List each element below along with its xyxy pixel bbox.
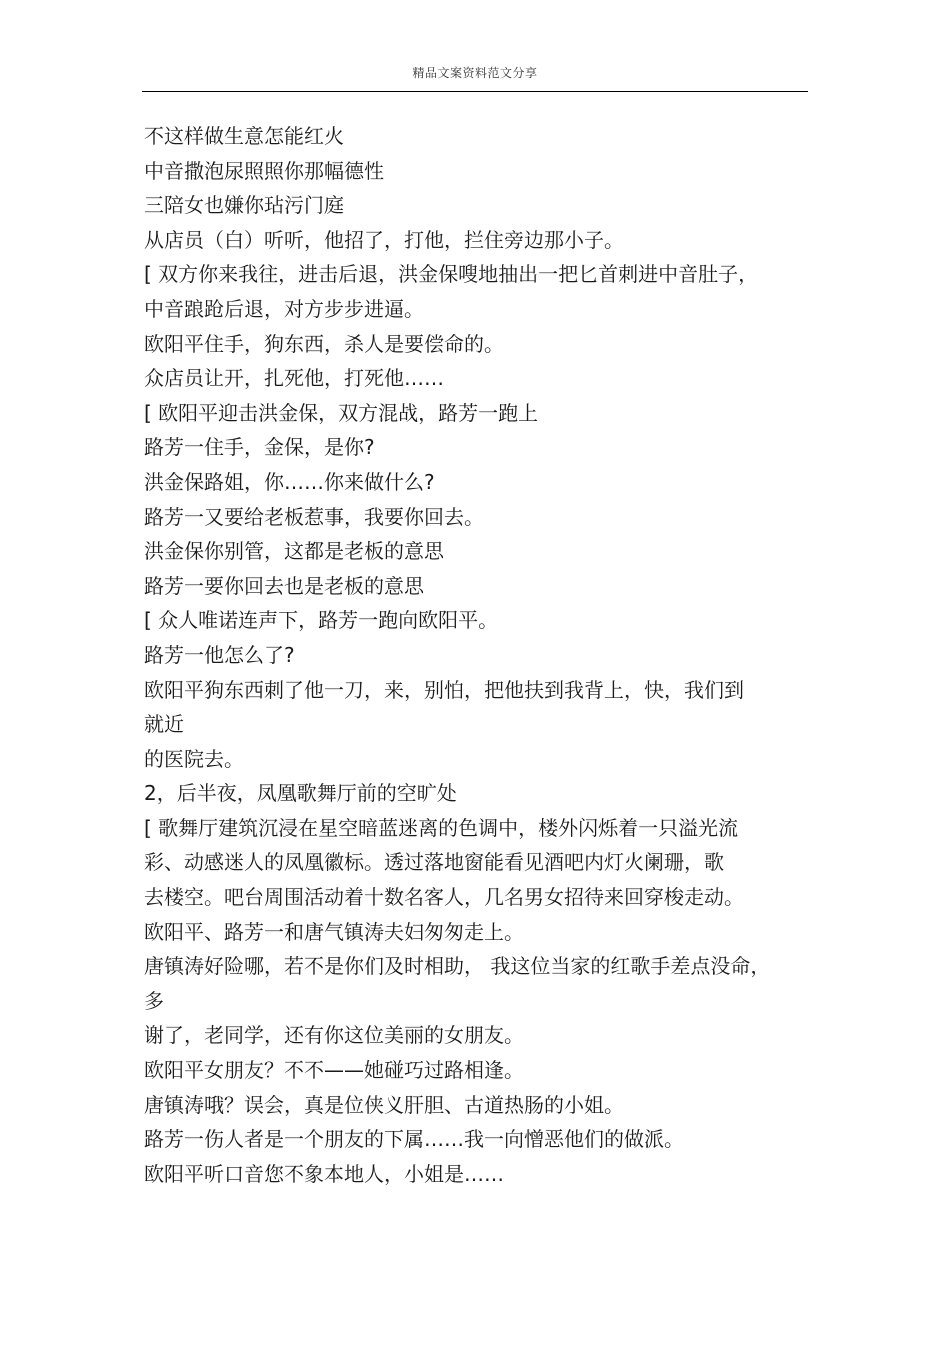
- page-header-title: 精品文案资料范文分享: [412, 66, 538, 80]
- text-line: 中音撒泡尿照照你那幅德性: [144, 158, 384, 183]
- text-line: 彩、动感迷人的凤凰徽标。透过落地窗能看见酒吧内灯火阑珊，歌: [144, 850, 724, 875]
- text-line: 路芳一住手，金保，是你?: [144, 435, 375, 460]
- text-line: 路芳一他怎么了?: [144, 642, 295, 667]
- text-line: 从店员（白）听听，他招了，打他，拦住旁边那小子。: [144, 227, 624, 252]
- text-line: 洪金保你别管，这都是老板的意思: [144, 539, 444, 564]
- text-line: 中音踉跄后退，对方步步进逼。: [144, 296, 424, 321]
- text-line: [ 歌舞厅建筑沉浸在星空暗蓝迷离的色调中，楼外闪烁着一只溢光流: [144, 815, 739, 840]
- text-line: 就近: [144, 712, 184, 737]
- text-line: 路芳一伤人者是一个朋友的下属……我一向憎恶他们的做派。: [144, 1127, 684, 1152]
- text-line: 欧阳平住手，狗东西，杀人是要偿命的。: [144, 331, 504, 356]
- text-line: 路芳一又要给老板惹事，我要你回去。: [144, 504, 484, 529]
- text-line: [ 双方你来我往，进击后退，洪金保嗖地抽出一把匕首刺进中音肚子，: [144, 262, 759, 287]
- header-divider: [142, 91, 808, 92]
- text-line: 欧阳平女朋友？不不——她碰巧过路相逢。: [144, 1058, 524, 1083]
- text-line: 三陪女也嫌你玷污门庭: [144, 193, 344, 218]
- text-line: 2，后半夜，凤凰歌舞厅前的空旷处: [144, 781, 457, 806]
- text-line: 路芳一要你回去也是老板的意思: [144, 573, 424, 598]
- text-line: 的医院去。: [144, 746, 244, 771]
- text-line: 洪金保路姐，你……你来做什么?: [144, 469, 435, 494]
- document-body: [144, 119, 794, 1191]
- text-line: 去楼空。吧台周围活动着十数名客人，几名男女招待来回穿梭走动。: [144, 885, 744, 910]
- text-line: 唐镇涛好险哪，若不是你们及时相助， 我这位当家的红歌手差点没命，: [144, 954, 771, 979]
- text-line: 欧阳平狗东西刺了他一刀，来，别怕，把他扶到我背上，快，我们到: [144, 677, 744, 702]
- text-line: [ 欧阳平迎击洪金保，双方混战，路芳一跑上: [144, 400, 539, 425]
- text-line: 谢了，老同学，还有你这位美丽的女朋友。: [144, 1023, 524, 1048]
- text-line: 欧阳平、路芳一和唐气镇涛夫妇匆匆走上。: [144, 919, 524, 944]
- text-line: 欧阳平听口音您不象本地人，小姐是……: [144, 1161, 504, 1186]
- text-line: 不这样做生意怎能红火: [144, 124, 344, 148]
- text-line: 众店员让开，扎死他，打死他……: [144, 366, 444, 391]
- text-line: 唐镇涛哦？误会，真是位侠义肝胆、古道热肠的小姐。: [144, 1092, 624, 1117]
- text-line: [ 众人唯诺连声下，路芳一跑向欧阳平。: [144, 608, 499, 633]
- text-line: 多: [144, 988, 164, 1013]
